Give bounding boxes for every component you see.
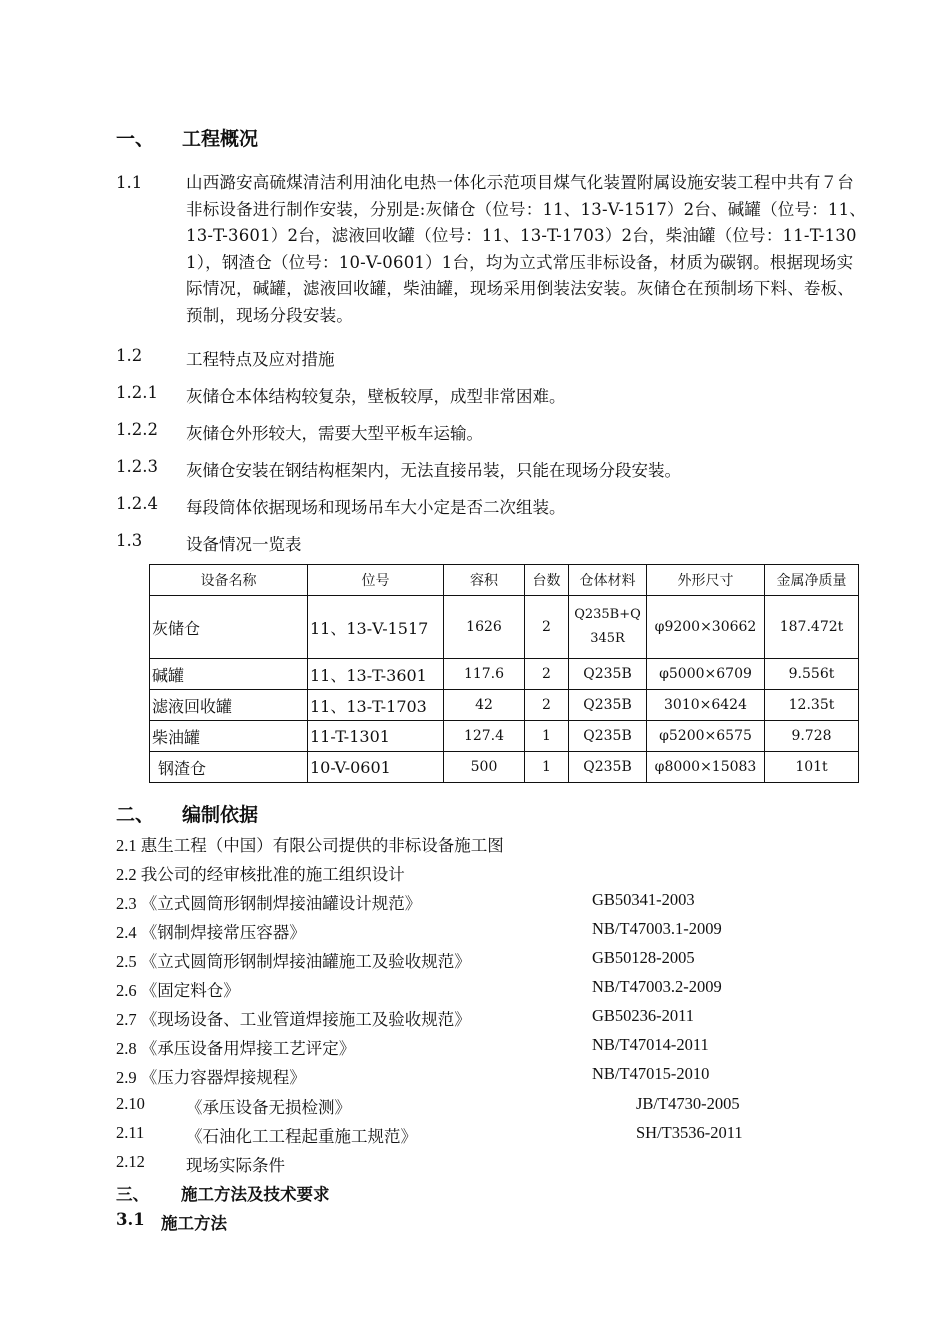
table-row bbox=[150, 752, 859, 783]
table-cell: 1626 bbox=[444, 596, 525, 659]
table-cell: 滤液回收罐 bbox=[150, 690, 308, 721]
para-1-1-number: 1.1 bbox=[116, 173, 143, 192]
item-text: 灰储仓本体结构较复杂，壁板较厚，成型非常困难。 bbox=[186, 387, 566, 406]
section-2-heading bbox=[116, 800, 258, 827]
table-cell: 500 bbox=[444, 752, 525, 783]
item-text: 灰储仓安装在钢结构框架内，无法直接吊装，只能在现场分段安装。 bbox=[186, 461, 681, 480]
item-number: 1.2.2 bbox=[116, 420, 158, 439]
reference-code: GB50236-2011 bbox=[592, 1006, 695, 1025]
table-cell: 12.35t bbox=[765, 690, 859, 721]
table-cell: 9.728 bbox=[765, 721, 859, 752]
table-header-cell: 容积 bbox=[444, 565, 525, 596]
para-1-1-text: 山西潞安高硫煤清洁利用油化电热一体化示范项目煤气化装置附属设施安装工程中共有７台非标设备进行制作安装，分别是:灰储仓（位号：11、13-V-1517）2台、碱罐（位号：11、13-T-3601）2台，滤液回收罐（位号：11、13-T-1703）2台，柴油罐（位号：11-T-1301），钢渣仓（位号：10-V-0601）1台，均为立式常压非标设备，材质为碳钢。根据现场实际情况，碱罐，滤液回收罐，柴油罐，现场采用倒装法安装。灰储仓在预制场下料、卷板、预制，现场分段安装。 bbox=[186, 173, 866, 325]
table-cell: 101t bbox=[765, 752, 859, 783]
table-cell: 10-V-0601 bbox=[308, 752, 444, 783]
table-cell: φ5200×6575 bbox=[647, 721, 765, 752]
reference-code: NB/T47003.1-2009 bbox=[592, 919, 722, 938]
reference-text: 《石油化工工程起重施工规范》 bbox=[186, 1127, 417, 1146]
reference-text: 2.7 《现场设备、工业管道焊接施工及验收规范》 bbox=[116, 1010, 471, 1029]
table-header-cell: 设备名称 bbox=[150, 565, 308, 596]
table-row bbox=[150, 659, 859, 690]
reference-code: NB/T47003.2-2009 bbox=[592, 977, 722, 996]
table-cell: 碱罐 bbox=[150, 659, 308, 690]
item-number: 1.2.3 bbox=[116, 457, 158, 476]
reference-text: 2.6 《固定料仓》 bbox=[116, 981, 240, 1000]
reference-text: 2.2 我公司的经审核批准的施工组织设计 bbox=[116, 865, 405, 884]
subsection-3-1-title: 施工方法 bbox=[161, 1214, 227, 1233]
table-header-row bbox=[150, 565, 859, 596]
table-cell: 2 bbox=[525, 659, 569, 690]
table-cell: 2 bbox=[525, 690, 569, 721]
table-cell: 2 bbox=[525, 596, 569, 659]
table-cell: 3010×6424 bbox=[647, 690, 765, 721]
section-3-title: 施工方法及技术要求 bbox=[181, 1185, 330, 1204]
reference-number: 2.12 bbox=[116, 1152, 145, 1171]
item-text: 设备情况一览表 bbox=[186, 535, 302, 554]
table-cell: Q235B+Q345R bbox=[569, 596, 647, 659]
table-header-cell: 位号 bbox=[308, 565, 444, 596]
table-cell: 柴油罐 bbox=[150, 721, 308, 752]
reference-text: 现场实际条件 bbox=[186, 1156, 285, 1175]
table-cell: Q235B bbox=[569, 752, 647, 783]
table-cell: 42 bbox=[444, 690, 525, 721]
section-1-number: 一、 bbox=[116, 128, 155, 150]
equipment-table bbox=[149, 564, 859, 783]
table-cell: 1 bbox=[525, 721, 569, 752]
table-cell: 11、13-T-3601 bbox=[308, 659, 444, 690]
item-text: 每段筒体依据现场和现场吊车大小定是否二次组装。 bbox=[186, 498, 566, 517]
reference-code: GB50341-2003 bbox=[592, 890, 695, 909]
item-number: 1.3 bbox=[116, 531, 143, 550]
reference-text: 2.5 《立式圆筒形钢制焊接油罐施工及验收规范》 bbox=[116, 952, 471, 971]
table-cell: 9.556t bbox=[765, 659, 859, 690]
table-cell: 11、13-T-1703 bbox=[308, 690, 444, 721]
table-cell: 11、13-V-1517 bbox=[308, 596, 444, 659]
item-text: 灰储仓外形较大，需要大型平板车运输。 bbox=[186, 424, 483, 443]
table-cell: Q235B bbox=[569, 721, 647, 752]
section-3-number: 三、 bbox=[116, 1185, 149, 1204]
table-row bbox=[150, 690, 859, 721]
table-cell: 127.4 bbox=[444, 721, 525, 752]
table-row bbox=[150, 721, 859, 752]
table-cell: 11-T-1301 bbox=[308, 721, 444, 752]
table-cell: 钢渣仓 bbox=[150, 752, 308, 783]
section-2-title: 编制依据 bbox=[182, 804, 259, 826]
table-header-cell: 外形尺寸 bbox=[647, 565, 765, 596]
reference-code: GB50128-2005 bbox=[592, 948, 695, 967]
table-header-cell: 台数 bbox=[525, 565, 569, 596]
reference-text: 《承压设备无损检测》 bbox=[186, 1098, 351, 1117]
item-number: 1.2.4 bbox=[116, 494, 158, 513]
item-number: 1.2.1 bbox=[116, 383, 158, 402]
item-text: 工程特点及应对措施 bbox=[186, 350, 335, 369]
subsection-3-1-number: 3.1 bbox=[116, 1210, 145, 1229]
section-1-title: 工程概况 bbox=[182, 128, 259, 150]
table-cell: 1 bbox=[525, 752, 569, 783]
table-cell: φ8000×15083 bbox=[647, 752, 765, 783]
reference-number: 2.10 bbox=[116, 1094, 145, 1113]
reference-text: 2.9 《压力容器焊接规程》 bbox=[116, 1068, 306, 1087]
table-cell: φ9200×30662 bbox=[647, 596, 765, 659]
reference-number: 2.11 bbox=[116, 1123, 145, 1142]
table-cell: Q235B bbox=[569, 690, 647, 721]
item-number: 1.2 bbox=[116, 346, 143, 365]
reference-code: SH/T3536-2011 bbox=[636, 1123, 743, 1142]
table-header-cell: 仓体材料 bbox=[569, 565, 647, 596]
reference-code: NB/T47014-2011 bbox=[592, 1035, 709, 1054]
table-cell: 187.472t bbox=[765, 596, 859, 659]
table-cell: Q235B bbox=[569, 659, 647, 690]
reference-text: 2.3 《立式圆筒形钢制焊接油罐设计规范》 bbox=[116, 894, 422, 913]
section-1-heading bbox=[116, 124, 258, 151]
table-header-cell: 金属净质量 bbox=[765, 565, 859, 596]
table-cell: 117.6 bbox=[444, 659, 525, 690]
reference-text: 2.4 《钢制焊接常压容器》 bbox=[116, 923, 306, 942]
reference-code: NB/T47015-2010 bbox=[592, 1064, 710, 1083]
table-cell: 灰储仓 bbox=[150, 596, 308, 659]
table-cell: φ5000×6709 bbox=[647, 659, 765, 690]
reference-text: 2.8 《承压设备用焊接工艺评定》 bbox=[116, 1039, 356, 1058]
table-row bbox=[150, 596, 859, 659]
section-2-number: 二、 bbox=[116, 804, 155, 826]
reference-code: JB/T4730-2005 bbox=[636, 1094, 740, 1113]
reference-text: 2.1 惠生工程（中国）有限公司提供的非标设备施工图 bbox=[116, 836, 504, 855]
